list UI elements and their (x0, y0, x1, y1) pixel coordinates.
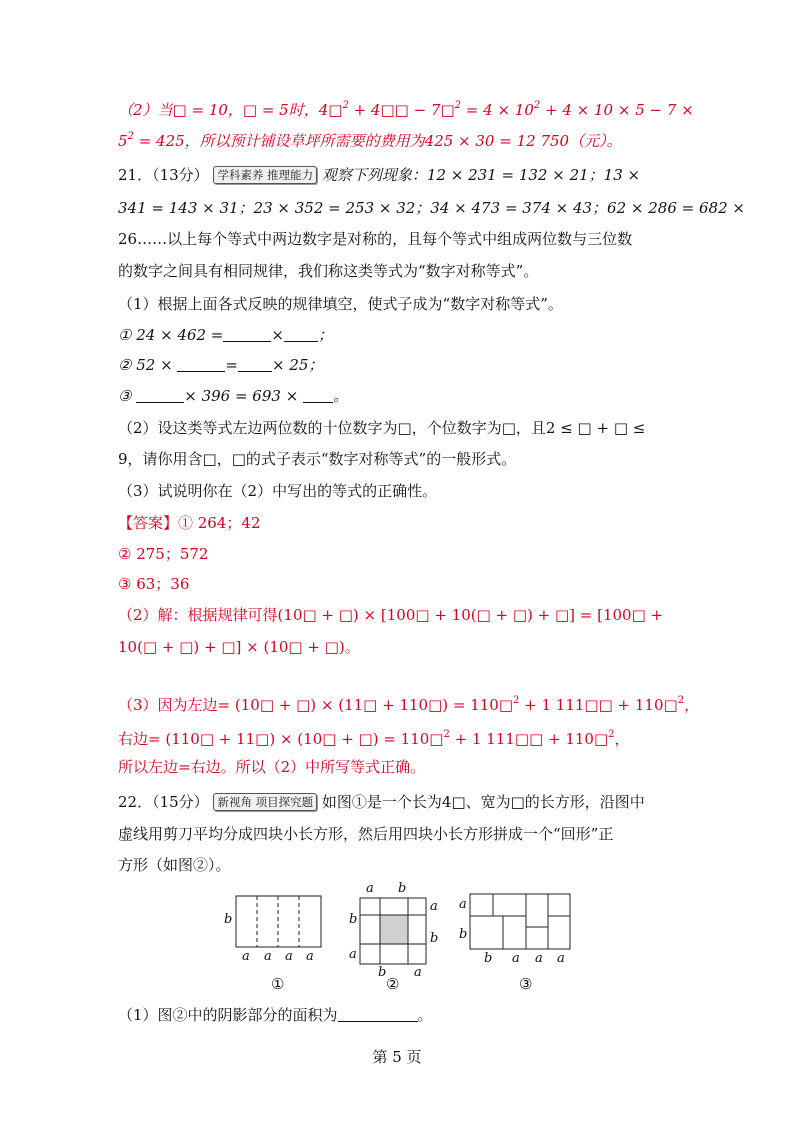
fig2-caption: ② (386, 975, 400, 993)
text: 5 (118, 132, 128, 150)
q21-part-1: （1）根据上面各式反映的规律填空，使式子成为“数字对称等式”。 (118, 295, 563, 313)
fig1-label-a: a (264, 949, 272, 964)
q21-part-3: （3）试说明你在（2）中写出的等式的正确性。 (118, 482, 438, 500)
sup: 2 (608, 729, 615, 740)
figure-2 (360, 898, 426, 964)
figure-1 (236, 896, 321, 947)
answer-4a: （2）解：根据规律可得(10□ + □) × [100□ + 10(□ + □) + □] = [100□ + (118, 606, 664, 624)
answer-1: 【答案】① 264；42 (118, 514, 261, 532)
sup: 2 (454, 100, 462, 111)
fig1-label-a: a (306, 949, 314, 964)
fig1-label-a: a (242, 949, 250, 964)
text: 观察下列现象：12 × 231 = 132 × 21；13 × (321, 166, 641, 184)
text: × (271, 326, 284, 344)
page-footer: 第 5 页 (372, 1048, 422, 1066)
q22-part-1 (118, 1005, 433, 1025)
fig2-label: b (378, 965, 387, 980)
fig2-label: a (414, 965, 422, 980)
text: ② 52 × (118, 356, 173, 374)
text: ； (317, 326, 333, 344)
q22-line-2: 虚线用剪刀平均分成四块小长方形，然后用四块小长方形拼成一个“回形”正 (118, 825, 614, 843)
question-number: 22．（15分） (118, 793, 209, 811)
text: + 1 111□□ + 110□ (449, 730, 609, 748)
text: + 4□□ − 7□ (348, 101, 455, 119)
fig2-label: a (430, 899, 438, 914)
sup: 2 (513, 695, 520, 706)
text: + 1 111□□ + 110□ (519, 696, 678, 714)
text: ， (684, 696, 700, 714)
q21-part-2b: 9，请你用含□，□的式子表示“数字对称等式”的一般形式。 (118, 450, 517, 468)
fig2-label: b (349, 912, 358, 927)
fig3-label-b: b (459, 927, 468, 942)
fig3-label-bottom: a (535, 951, 543, 966)
text: 右边= (110□ + 11□) × (10□ + □) = 110□ (118, 730, 444, 748)
fig2-label: a (349, 947, 357, 962)
text: = (225, 356, 238, 374)
fig3-label-bottom: a (557, 951, 565, 966)
answer-5c: 所以左边=右边。所以（2）中所写等式正确。 (118, 758, 426, 776)
text: = 4 × 10 (461, 101, 534, 119)
figure-3 (470, 894, 570, 949)
fig3-outer (470, 894, 570, 949)
text: ， (614, 730, 630, 748)
fig1-label-a: a (285, 949, 293, 964)
sup: 2 (533, 100, 541, 111)
q21-part-2a: （2）设这类等式左边两位数的十位数字为□，个位数字为□，且2 ≤ □ + □ ≤ (118, 419, 646, 437)
text: ③ (118, 387, 132, 405)
sup: 2 (443, 729, 450, 740)
blank[interactable] (338, 1007, 418, 1022)
fig2-label: b (430, 931, 439, 946)
text: ① 24 × 462 = (118, 326, 224, 344)
fig1-caption: ① (271, 975, 285, 993)
q21-line-3: 26……以上每个等式中两边数字是对称的，且每个等式中组成两位数与三位数 (118, 230, 633, 248)
text: 。 (417, 1006, 433, 1024)
text: （2）当□ = 10，□ = 5时，4□ (118, 101, 343, 119)
text: 如图①是一个长为4□、宽为□的长方形，沿图中 (321, 793, 645, 811)
fig3-label-bottom: b (484, 951, 493, 966)
answer-2: ② 275；572 (118, 545, 209, 563)
fig2-shade (380, 915, 408, 944)
question-badge: 学科素养 推理能力 (213, 166, 317, 184)
q22-line-3: 方形（如图②）。 (118, 856, 231, 874)
fig3-label-a: a (459, 897, 467, 912)
answer-3: ③ 63；36 (118, 575, 190, 593)
answer-4b: 10(□ + □) + □] × (10□ + □)。 (118, 638, 360, 656)
fig1-label-b: b (224, 912, 233, 927)
q21-line-2: 341 = 143 × 31；23 × 352 = 253 × 32；34 × 473 = 374 × 43；62 × 286 = 682 × (118, 199, 745, 217)
text: （1）图②中的阴影部分的面积为 (118, 1006, 338, 1024)
text: × 25； (272, 356, 324, 374)
fig3-label-bottom: a (512, 951, 520, 966)
q21-line-4: 的数字之间具有相同规律，我们称这类等式为“数字对称等式”。 (118, 262, 539, 280)
fig2-label: b (398, 881, 407, 896)
sup: 2 (127, 131, 134, 142)
text: 。 (333, 387, 349, 405)
sup: 2 (342, 100, 349, 111)
text: + 4 × 10 × 5 − 7 × (540, 101, 694, 119)
question-badge: 新视角 项目探究题 (213, 793, 317, 811)
fig3-caption: ③ (519, 975, 533, 993)
text: （3）因为左边= (10□ + □) × (11□ + 110□) = 110□ (118, 696, 514, 714)
fig2-label: a (366, 881, 374, 896)
sup: 2 (677, 695, 685, 706)
text: = 425，所以预计铺设草坪所需要的费用为425 × 30 = 12 750（元）。 (133, 132, 622, 150)
text: × 396 = 693 × (184, 387, 299, 405)
question-number: 21．（13分） (118, 166, 209, 184)
